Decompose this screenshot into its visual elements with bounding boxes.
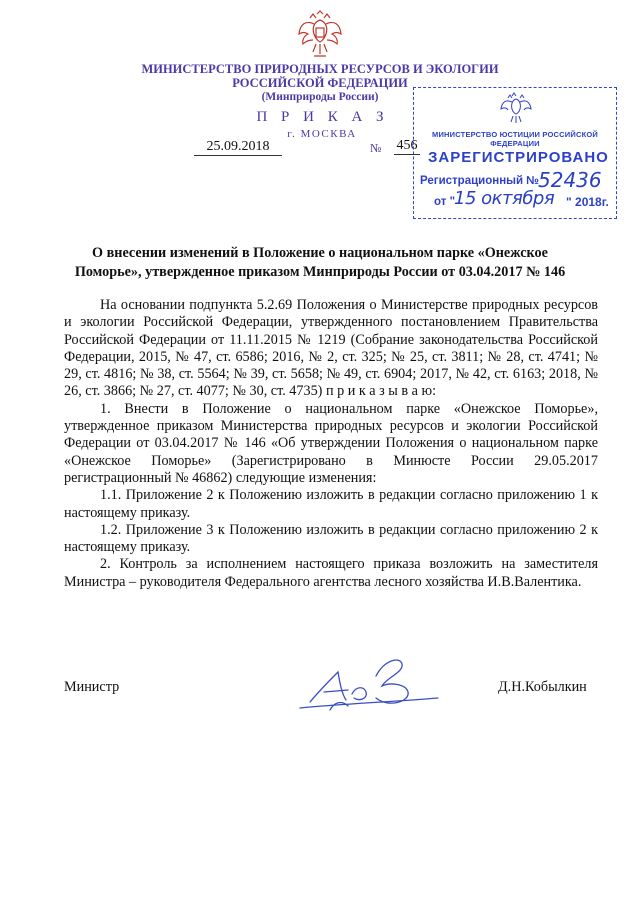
registration-stamp: [413, 87, 617, 219]
ministry-name-line1: МИНИСТЕРСТВО ПРИРОДНЫХ РЕСУРСОВ И ЭКОЛОГИИ: [141, 62, 499, 76]
stamp-reg-number: 52436: [538, 168, 602, 192]
stamp-heading: МИНИСТЕРСТВО ЮСТИЦИИ РОССИЙСКОЙ ФЕДЕРАЦИИ: [432, 130, 598, 148]
stamp-coat-of-arms-icon: [499, 92, 533, 124]
stamp-reg-label: Регистрационный №: [420, 175, 540, 187]
stamp-status: ЗАРЕГИСТРИРОВАНО: [428, 149, 609, 166]
stamp-date-handwritten: 15 октября: [454, 188, 555, 209]
paragraph-item-2: 2. Контроль за исполнением настоящего приказа возложить на заместителя Министра – руководителя Федерального агентства лесного хозяйства И.В.Валентика.: [64, 556, 598, 590]
paragraph-item-1: 1. Внести в Положение о национальном парке «Онежское Поморье», утвержденное приказом Министерства природных ресурсов и экологии Российской Федерации от 03.04.2017 № 146 «Об утверждении Положения о национальном парке «Онежское Поморье» (Зарегистрировано в Минюсте России 29.05.2017 регистрационный № 46862) следующие изменения:: [64, 400, 598, 486]
city: г. МОСКВА: [287, 128, 357, 140]
ministry-name-line2: РОССИЙСКОЙ ФЕДЕРАЦИИ: [232, 76, 408, 90]
document-type: П Р И К А З: [256, 109, 389, 125]
signatory-position: Министр: [64, 679, 120, 695]
handwritten-signature: [290, 650, 440, 720]
document-date: 25.09.2018: [194, 139, 282, 156]
paragraph-item-1-1: 1.1. Приложение 2 к Положению изложить в редакции согласно приложению 1 к настоящему приказу.: [64, 487, 598, 521]
number-sign: №: [370, 141, 382, 155]
document-number: 456: [394, 138, 420, 155]
document-body: [64, 297, 598, 591]
ministry-short-name: (Минприроды России): [261, 91, 379, 103]
coat-of-arms-icon: [296, 10, 344, 62]
paragraph-basis: На основании подпункта 5.2.69 Положения о Министерстве природных ресурсов и экологии Российской Федерации, утвержденного постановлением Правительства Российской Федерации от 11.11.2015 № 1219 (Собрание законодательства Российской Федерации, 2015, № 47, ст. 6586; 2016, № 2, ст. 325; № 25, ст. 3811; № 28, ст. 4741; № 29, ст. 4816; № 38, ст. 5564; № 39, ст. 5658; № 49, ст. 6904; 2017, № 42, ст. 6163; 2018, № 26, ст. 3866; № 27, ст. 4077; № 30, ст. 4735) п р и к а з ы в а ю:: [64, 297, 598, 400]
signatory-name: Д.Н.Кобылкин: [498, 679, 587, 695]
stamp-date-prefix: от ": [434, 196, 456, 208]
stamp-year: " 2018г.: [566, 195, 609, 209]
document-title: О внесении изменений в Положение о национальном парке «Онежское Поморье», утвержденное приказом Минприроды России от 03.04.2017 № 146: [74, 245, 566, 280]
paragraph-item-1-2: 1.2. Приложение 3 к Положению изложить в редакции согласно приложению 2 к настоящему приказу.: [64, 521, 598, 556]
